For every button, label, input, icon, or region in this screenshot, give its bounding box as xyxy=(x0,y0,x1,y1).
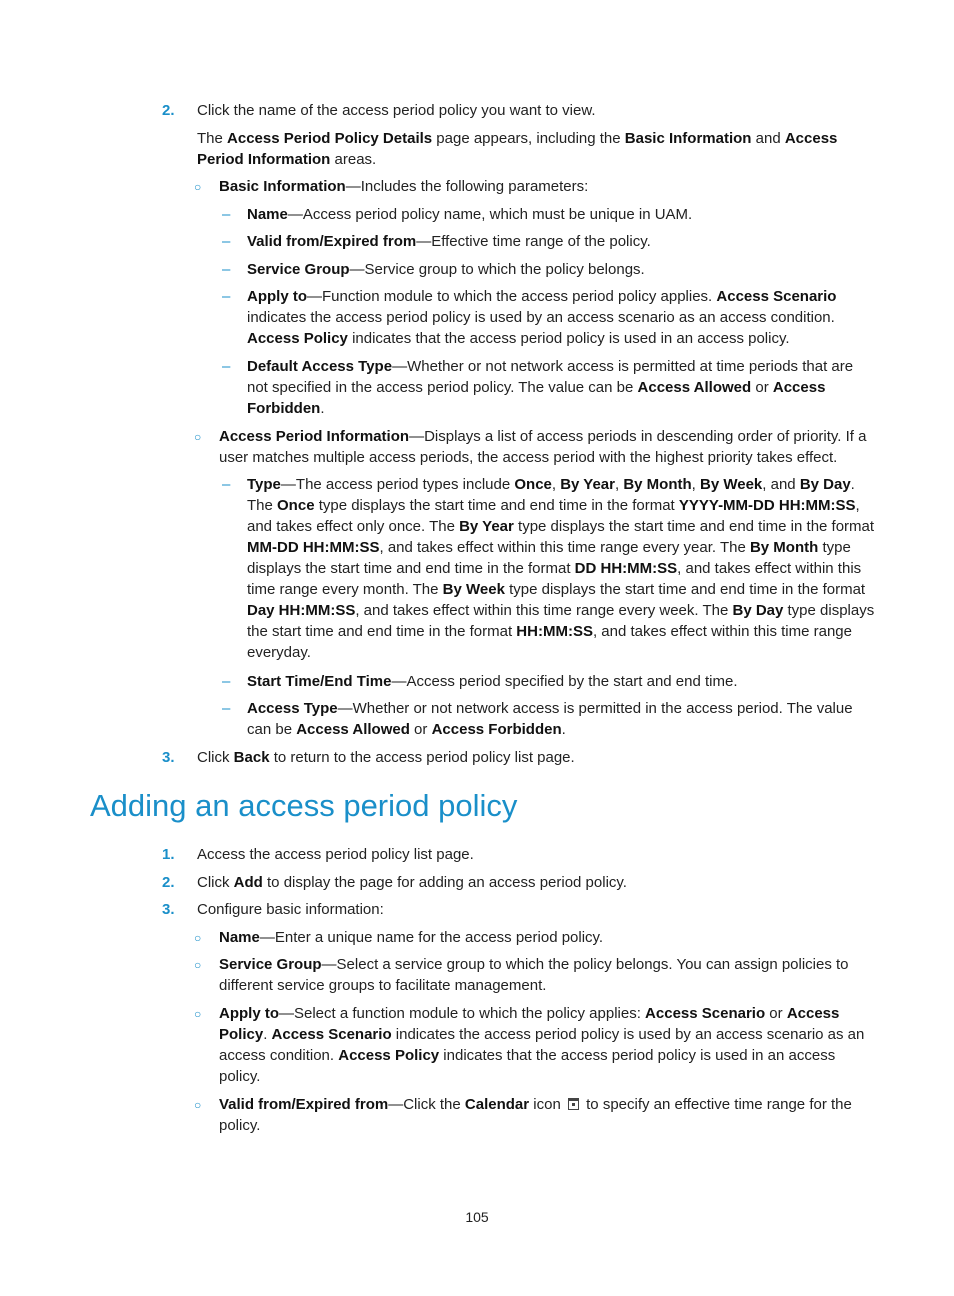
step-number: 1. xyxy=(162,846,175,863)
page-number: 105 xyxy=(465,1209,489,1225)
bullet-circle: ○ xyxy=(194,180,202,194)
step-number: 2. xyxy=(162,874,175,891)
bullet-dash: – xyxy=(222,358,231,375)
bullet-dash: – xyxy=(222,673,231,690)
bullet-circle: ○ xyxy=(194,1098,202,1112)
bullet-dash: – xyxy=(222,233,231,250)
basic-information-item: Basic Information—Includes the following parameters: xyxy=(219,178,589,195)
bullet-circle: ○ xyxy=(194,958,202,972)
config-valid-from: Valid from/Expired from—Click the Calendar icon to specify an effective time range for the policy. xyxy=(219,1096,852,1134)
bullet-circle: ○ xyxy=(194,931,202,945)
details-paragraph: The Access Period Policy Details page appears, including the Basic Information and Access Period Information areas. xyxy=(197,130,838,168)
config-service-group: Service Group—Select a service group to which the policy belongs. You can assign policies to different service groups to facilitate management. xyxy=(219,956,849,994)
param-type: Type—The access period types include Once, By Year, By Month, By Week, and By Day. The Once type displays the start time and end time in the format YYYY-MM-DD HH:MM:SS, and takes effect only once. The By Year type displays the start time and end time in the format MM-DD HH:MM:SS, and takes effect within this time range every year. The By Month type displays the start time and end time in the format DD HH:MM:SS, and takes effect within this time range every month. The By Week type displays the start time and end time in the format Day HH:MM:SS, and takes effect within this time range every week. The By Day type displays the start time and end time in the format HH:MM:SS, and takes effect within this time range everyday. xyxy=(247,476,875,661)
param-service-group: Service Group—Service group to which the policy belongs. xyxy=(247,261,645,278)
access-period-information-item: Access Period Information—Displays a list of access periods in descending order of priority. If a user matches multiple access periods, the access period with the highest priority takes effect. xyxy=(219,428,867,466)
step-text: Click the name of the access period policy you want to view. xyxy=(197,102,596,119)
bullet-dash: – xyxy=(222,206,231,223)
param-name: Name—Access period policy name, which must be unique in UAM. xyxy=(247,206,693,223)
param-start-end-time: Start Time/End Time—Access period specified by the start and end time. xyxy=(247,673,738,690)
bullet-circle: ○ xyxy=(194,1007,202,1021)
param-default-access-type: Default Access Type—Whether or not network access is permitted at time periods that are not specified in the access period policy. The value can be Access Allowed or Access Forbidden. xyxy=(247,358,854,417)
step-text: Access the access period policy list page. xyxy=(197,846,474,863)
bullet-dash: – xyxy=(222,261,231,278)
step-number: 3. xyxy=(162,901,175,918)
step-text: Click Back to return to the access period policy list page. xyxy=(197,749,575,766)
param-valid-from: Valid from/Expired from—Effective time range of the policy. xyxy=(247,233,651,250)
step-text: Click Add to display the page for adding an access period policy. xyxy=(197,874,627,891)
bullet-circle: ○ xyxy=(194,430,202,444)
section-heading: Adding an access period policy xyxy=(90,788,518,823)
config-name: Name—Enter a unique name for the access period policy. xyxy=(219,929,604,946)
step-text: Configure basic information: xyxy=(197,901,384,918)
step-number: 3. xyxy=(162,749,175,766)
param-apply-to: Apply to—Function module to which the access period policy applies. Access Scenario indicates the access period policy is used by an access scenario as an access condition. Access Policy indicates that the access period policy is used in an access policy. xyxy=(247,288,837,347)
config-apply-to: Apply to—Select a function module to which the policy applies: Access Scenario or Access Policy. Access Scenario indicates the access period policy is used by an access scenario as an access condition. Access Policy indicates that the access period policy is used in an access policy. xyxy=(219,1005,865,1085)
bullet-dash: – xyxy=(222,700,231,717)
bullet-dash: – xyxy=(222,476,231,493)
param-access-type: Access Type—Whether or not network access is permitted in the access period. The value can be Access Allowed or Access Forbidden. xyxy=(247,700,853,738)
bullet-dash: – xyxy=(222,288,231,305)
step-number: 2. xyxy=(162,102,175,119)
calendar-icon xyxy=(568,1098,579,1110)
